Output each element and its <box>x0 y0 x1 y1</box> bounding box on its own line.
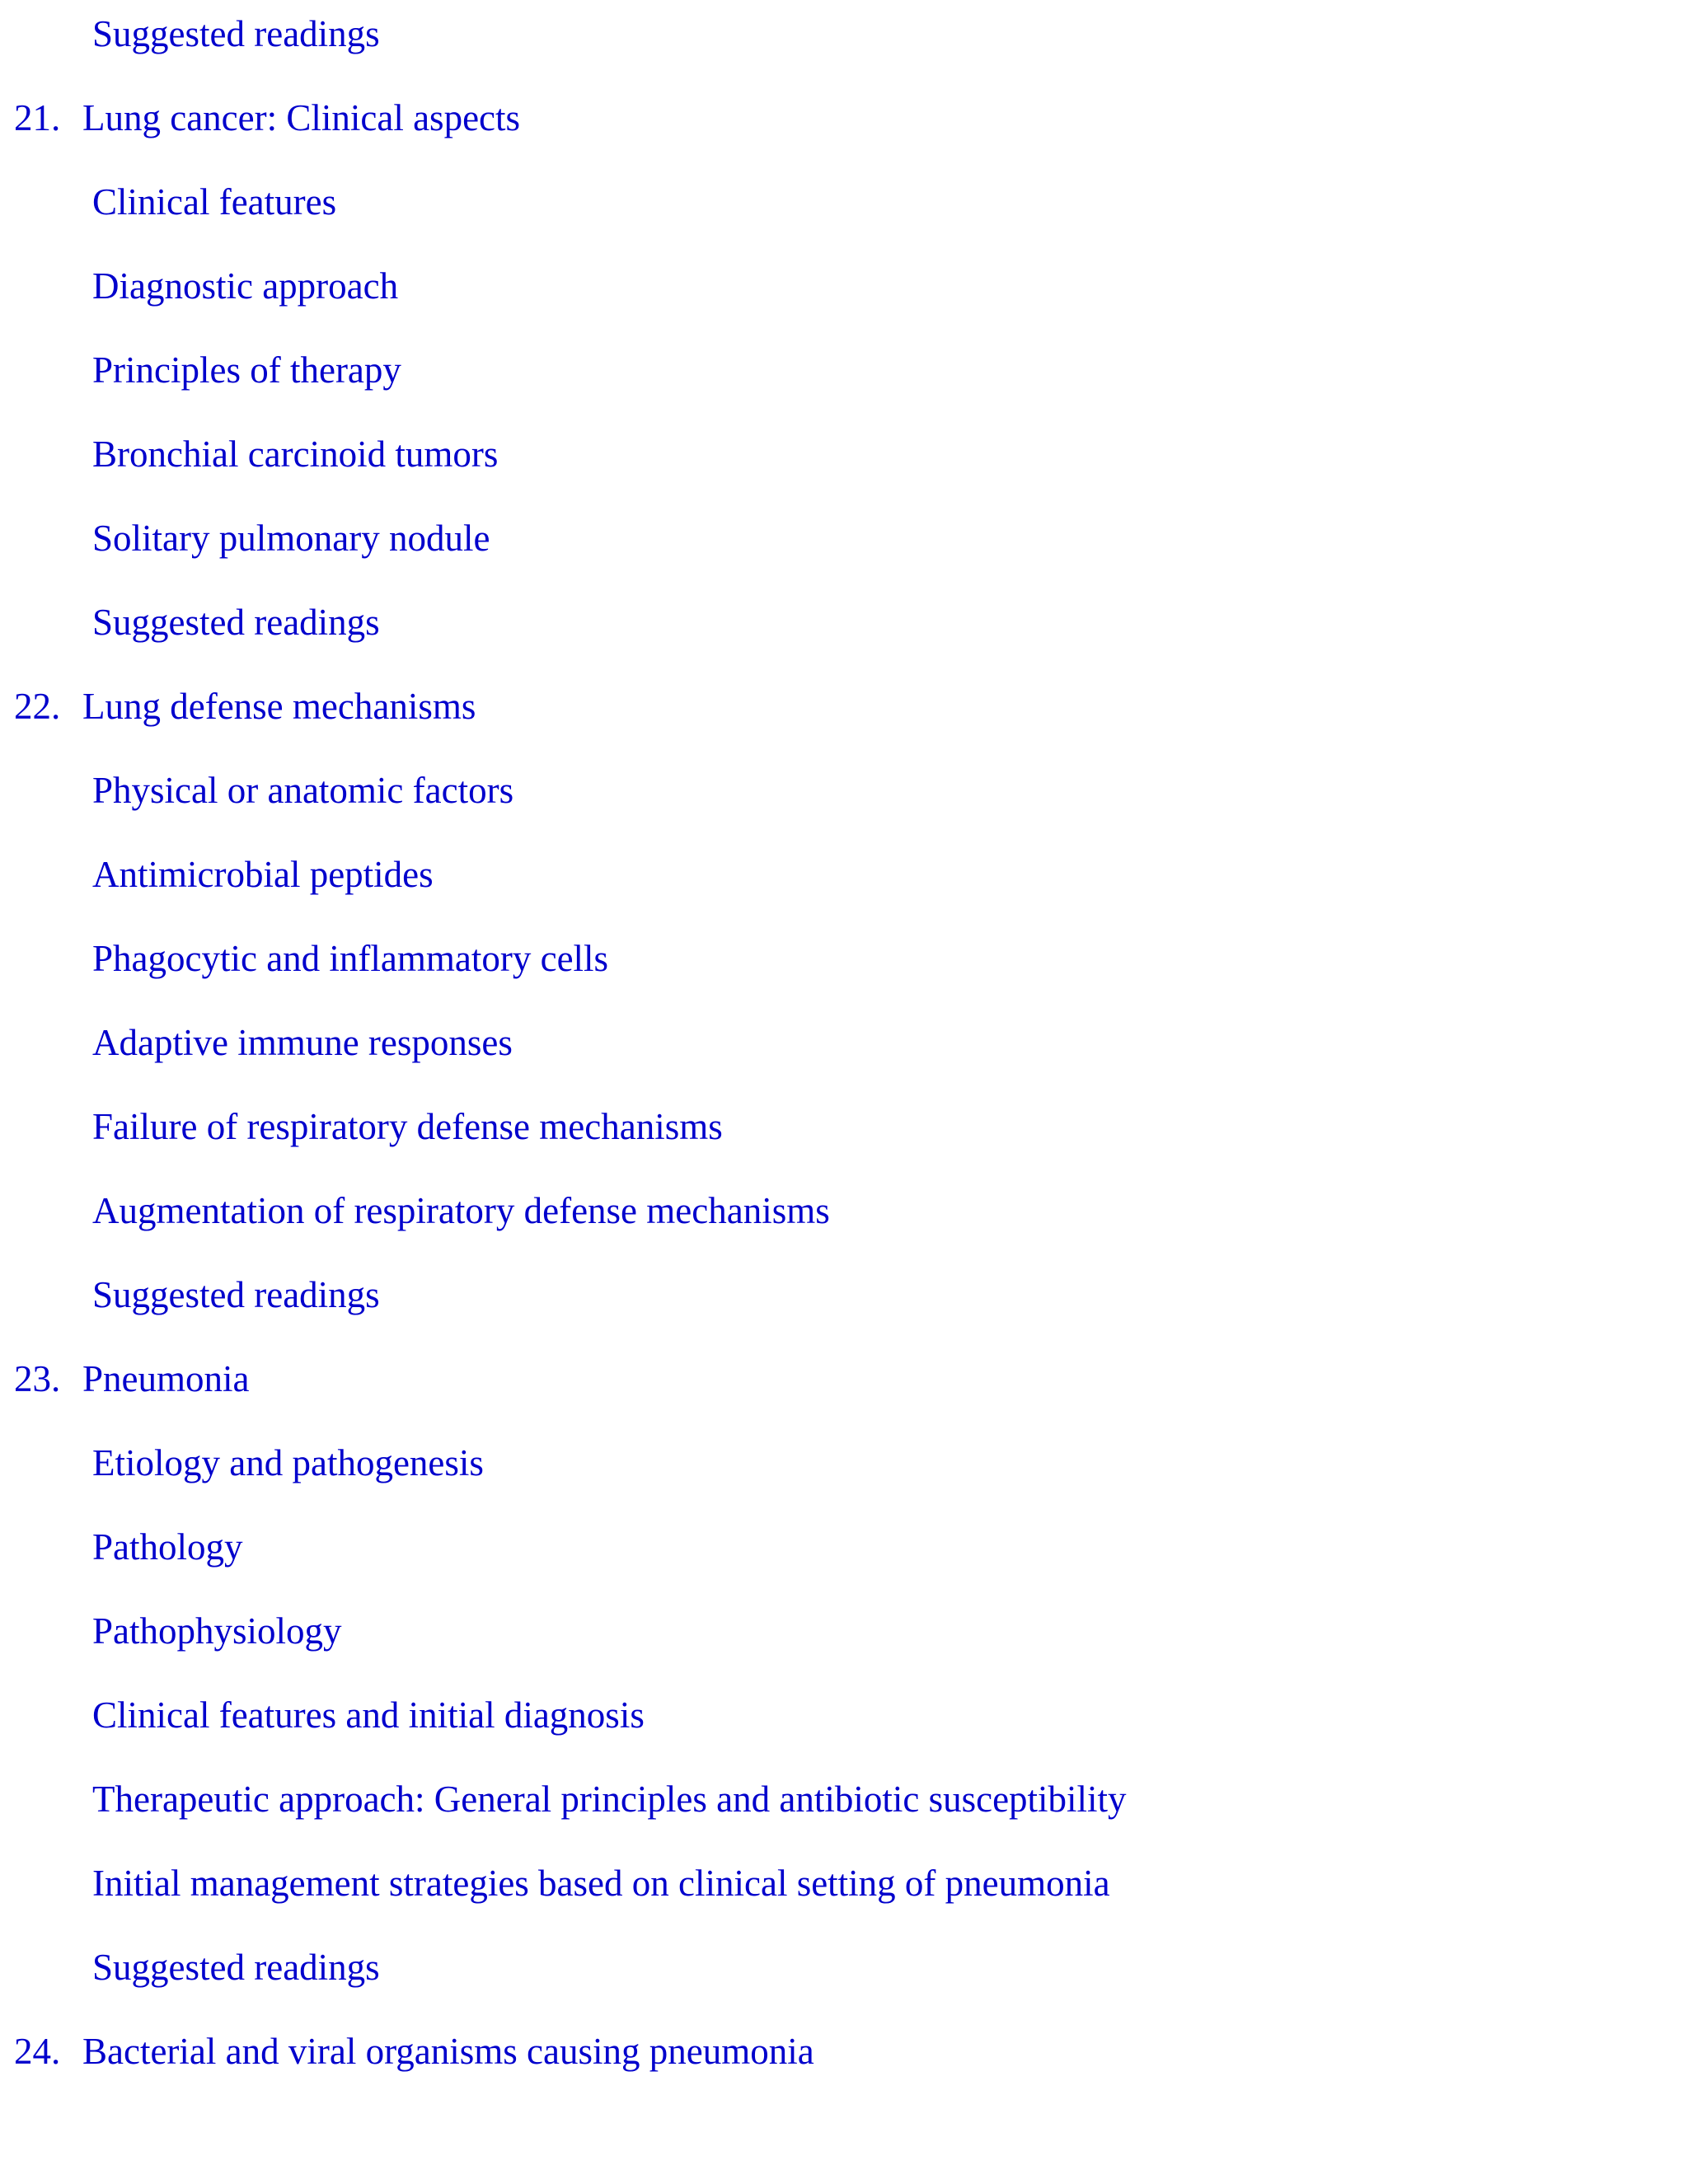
chapter-link[interactable]: Pneumonia <box>82 1358 250 1399</box>
section-link[interactable]: Suggested readings <box>92 13 380 54</box>
chapter-number: 24. <box>14 2031 61 2072</box>
chapter-link[interactable]: Lung cancer: Clinical aspects <box>82 97 521 138</box>
section-link[interactable]: Clinical features <box>92 181 337 223</box>
section-link[interactable]: Principles of therapy <box>92 349 401 391</box>
section-link[interactable]: Diagnostic approach <box>92 265 399 307</box>
section-link[interactable]: Suggested readings <box>92 1274 380 1315</box>
section-link[interactable]: Physical or anatomic factors <box>92 770 514 811</box>
section-link[interactable]: Suggested readings <box>92 602 380 643</box>
section-link[interactable]: Pathology <box>92 1526 243 1568</box>
section-link[interactable]: Clinical features and initial diagnosis <box>92 1694 645 1736</box>
chapter-link[interactable]: Bacterial and viral organisms causing pneumonia <box>82 2031 814 2072</box>
chapter-number: 22. <box>14 686 61 727</box>
chapter-number: 21. <box>14 97 61 138</box>
section-link[interactable]: Solitary pulmonary nodule <box>92 518 490 559</box>
section-link[interactable]: Pathophysiology <box>92 1610 342 1652</box>
section-link[interactable]: Initial management strategies based on clinical setting of pneumonia <box>92 1863 1110 1904</box>
chapter-link[interactable]: Lung defense mechanisms <box>82 686 476 727</box>
section-link[interactable]: Failure of respiratory defense mechanisms <box>92 1106 723 1147</box>
section-link[interactable]: Suggested readings <box>92 1947 380 1988</box>
chapter-number: 23. <box>14 1358 61 1399</box>
section-link[interactable]: Adaptive immune responses <box>92 1022 513 1063</box>
section-link[interactable]: Antimicrobial peptides <box>92 854 434 895</box>
section-link[interactable]: Phagocytic and inflammatory cells <box>92 938 609 979</box>
section-link[interactable]: Bronchial carcinoid tumors <box>92 434 499 475</box>
section-link[interactable]: Augmentation of respiratory defense mechanisms <box>92 1190 830 1231</box>
section-link[interactable]: Etiology and pathogenesis <box>92 1442 484 1483</box>
section-link[interactable]: Therapeutic approach: General principles and antibiotic susceptibility <box>92 1779 1127 1820</box>
